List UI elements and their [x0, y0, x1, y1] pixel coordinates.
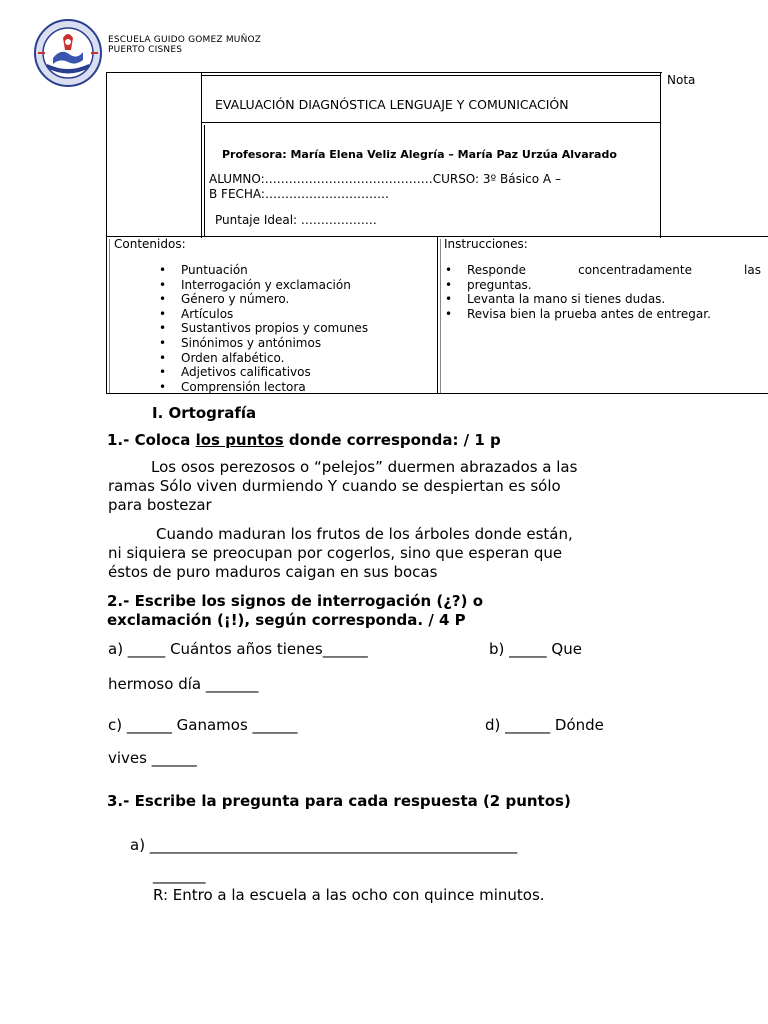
student-line-2: B FECHA:………………………….: [209, 187, 389, 201]
teachers-line: Profesora: María Elena Veliz Alegría – María Paz Urzúa Alvarado: [222, 148, 617, 161]
paragraph-1-line-2: ramas Sólo viven durmiendo Y cuando se despiertan es sólo: [108, 477, 561, 495]
list-item: • Interrogación y exclamación: [157, 278, 427, 293]
contents-label: Contenidos:: [114, 237, 186, 251]
student-line-1: ALUMNO:……………………………………CURSO: 3º Básico A –: [209, 172, 561, 186]
question-1: [107, 431, 501, 450]
question-1-prefix: 1.- Coloca: [107, 431, 196, 449]
item-c: c) ______ Ganamos ______: [108, 716, 298, 734]
instruction-word: concentradamente: [578, 263, 692, 277]
instruction-continuation: preguntas.: [467, 277, 532, 292]
list-item: • Orden alfabético.: [157, 351, 427, 366]
question-3: 3.- Escribe la pregunta para cada respuesta (2 puntos): [107, 792, 571, 810]
question-1-underlined: los puntos: [195, 431, 284, 449]
school-name: ESCUELA GUIDO GOMEZ MUÑOZ: [108, 35, 262, 45]
item-b: b) _____ Que: [489, 640, 582, 658]
question-2-line-2: exclamación (¡!), según corresponda. / 4 P: [107, 611, 466, 629]
paragraph-2-line-3: éstos de puro maduros caigan en sus bocas: [108, 563, 438, 581]
list-item: • Género y número.: [157, 292, 427, 307]
item-d: d) ______ Dónde: [485, 716, 604, 734]
instructions-list: [443, 263, 763, 321]
list-item: • Revisa bien la prueba antes de entregar.: [443, 307, 763, 322]
question-1-suffix: donde corresponda: / 1 p: [283, 431, 501, 449]
school-logo-icon: [33, 18, 103, 88]
list-item: • Puntuación: [157, 263, 427, 278]
list-item: • Adjetivos calificativos: [157, 365, 427, 380]
question-3a-answer: R: Entro a la escuela a las ocho con quince minutos.: [153, 886, 545, 904]
section-title: I. Ortografía: [152, 404, 257, 422]
contents-list: [157, 263, 427, 394]
list-item: • Comprensión lectora: [157, 380, 427, 395]
list-item: [443, 263, 763, 278]
ideal-score: Puntaje Ideal: ……………….: [215, 213, 377, 227]
item-a: a) _____ Cuántos años tienes______: [108, 640, 368, 658]
instruction-word: • Responde: [467, 263, 526, 277]
instruction-word: las: [744, 263, 761, 277]
question-3a-continuation: _______: [153, 866, 206, 884]
paragraph-1-line-1: Los osos perezosos o “pelejos” duermen abrazados a las: [151, 458, 578, 476]
list-item: • Sinónimos y antónimos: [157, 336, 427, 351]
question-2-line-1: 2.- Escribe los signos de interrogación (¿?) o: [107, 592, 483, 610]
question-3a: a) _________________________________________________: [130, 836, 518, 854]
item-b-continuation: hermoso día _______: [108, 675, 259, 693]
exam-title: EVALUACIÓN DIAGNÓSTICA LENGUAJE Y COMUNICACIÓN: [215, 97, 569, 112]
paragraph-2-line-1: Cuando maduran los frutos de los árboles donde están,: [156, 525, 573, 543]
paragraph-1-line-3: para bostezar: [108, 496, 212, 514]
list-item-continuation: [443, 278, 763, 293]
instructions-label: Instrucciones:: [444, 237, 528, 251]
item-d-continuation: vives ______: [108, 749, 197, 767]
school-town: PUERTO CISNES: [108, 45, 183, 55]
paragraph-2-line-2: ni siquiera se preocupan por cogerlos, sino que esperan que: [108, 544, 563, 562]
list-item: • Sustantivos propios y comunes: [157, 321, 427, 336]
grade-label: Nota: [667, 73, 696, 87]
list-item: • Artículos: [157, 307, 427, 322]
list-item: • Levanta la mano si tienes dudas.: [443, 292, 763, 307]
